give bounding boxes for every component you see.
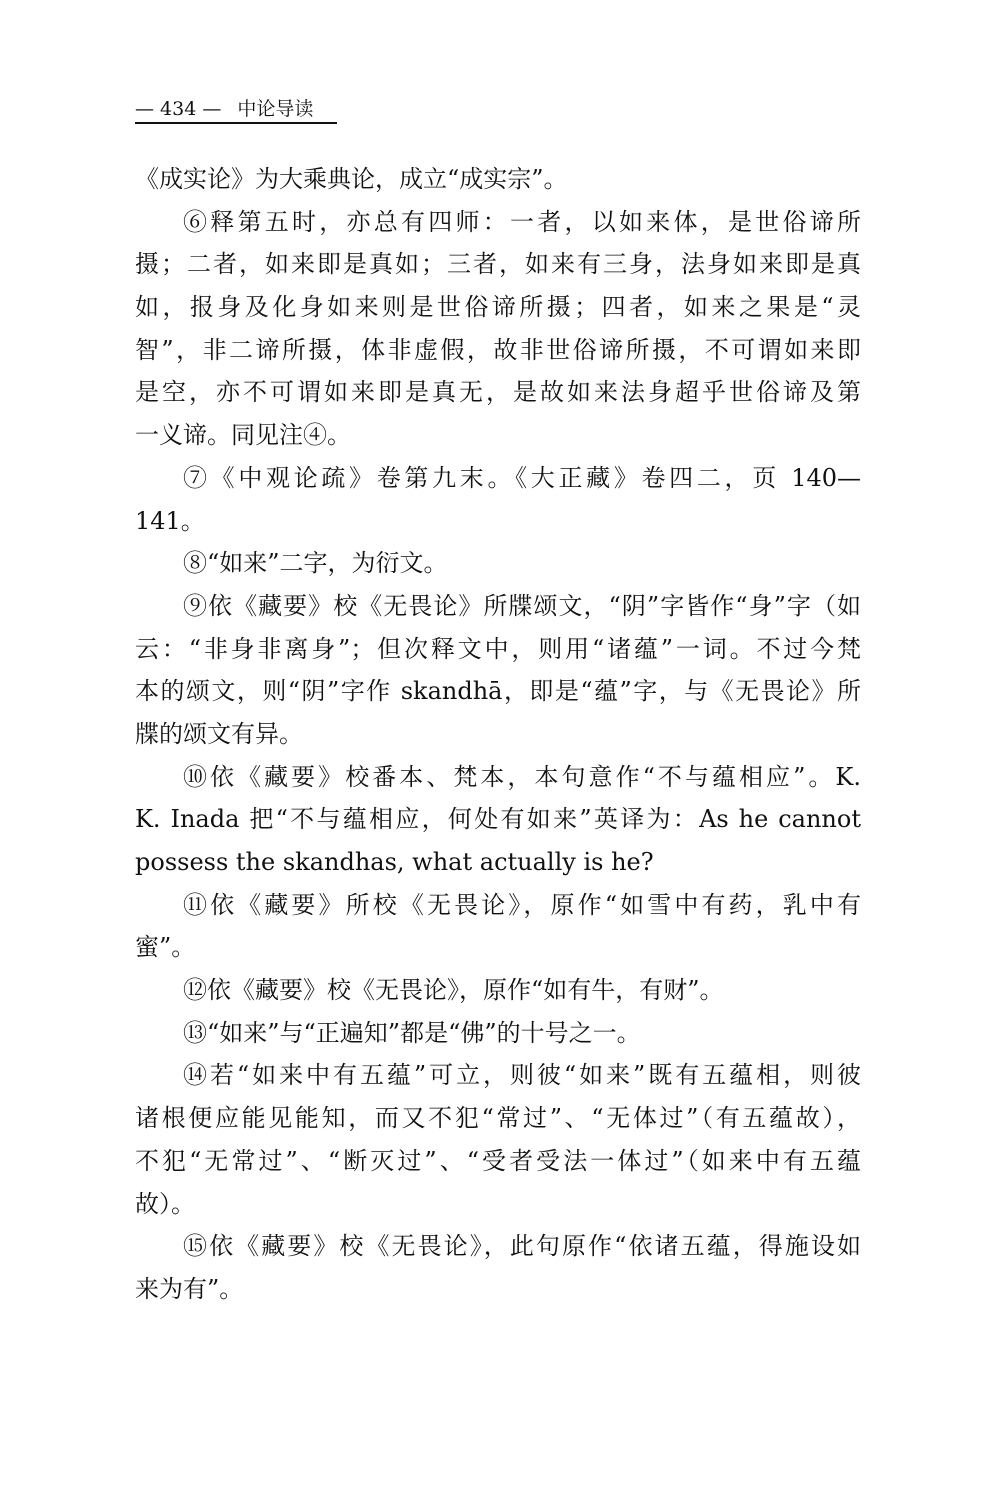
text-line: ⑮依《藏要》校《无畏论》，此句原作“依诸五蕴，得施设如 [183,1232,861,1261]
text-line: 本的颂文，则“阴”字作 skandhā，即是“蕴”字，与《无畏论》所 [135,677,861,706]
text-line: ⑬“如来”与“正遍知”都是“佛”的十号之一。 [183,1018,641,1047]
text-line: K. Inada 把“不与蕴相应，何处有如来”英译为：As he cannot [135,805,861,834]
footnote-paragraph [135,158,861,201]
footnote-paragraph [135,585,861,756]
text-line: ⑦《中观论疏》卷第九末。《大正藏》卷四二，页 140— [183,463,861,492]
footnote-paragraph [135,884,861,969]
page-body [135,158,861,1311]
footnote-paragraph [135,1012,861,1055]
footnote-paragraph [135,969,861,1012]
text-line: 智”，非二谛所摄，体非虚假，故非世俗谛所摄，不可谓如来即 [135,335,861,364]
text-line: 诸根便应能见能知，而又不犯“常过”、“无体过”（有五蕴故）， [135,1104,861,1133]
book-title: 中论导读 [237,98,314,120]
text-line: possess the skandhas, what actually is he? [135,848,654,876]
text-line: 《成实论》为大乘典论，成立“成实宗”。 [135,165,568,193]
text-line: 一义谛。同见注④。 [135,421,351,450]
text-line: 摄；二者，如来即是真如；三者，如来有三身，法身如来即是真 [135,250,861,279]
footnote-paragraph [135,1225,861,1310]
text-line: ⑧“如来”二字，为衍文。 [183,549,448,578]
footnote-paragraph [135,201,861,457]
text-line: 如，报身及化身如来则是世俗谛所摄；四者，如来之果是“灵 [135,293,861,322]
footnote-paragraph [135,756,861,884]
footnote-paragraph [135,457,861,542]
text-line: 来为有”。 [135,1274,244,1303]
text-line: 故）。 [135,1189,195,1218]
text-line: ⑭若“如来中有五蕴”可立，则彼“如来”既有五蕴相，则彼 [183,1061,861,1090]
text-line: 不犯“无常过”、“断灭过”、“受者受法一体过”（如来中有五蕴 [135,1146,861,1175]
text-line: 蜜”。 [135,933,196,962]
text-line: 是空，亦不可谓如来即是真无，是故如来法身超乎世俗谛及第 [135,378,861,407]
text-line: ⑨依《藏要》校《无畏论》所牒颂文，“阴”字皆作“身”字（如 [183,591,861,620]
text-line: ⑩依《藏要》校番本、梵本，本句意作“不与蕴相应”。K. [183,762,861,791]
text-line: ⑪依《藏要》所校《无畏论》，原作“如雪中有药，乳中有 [183,890,861,919]
footnote-paragraph [135,542,861,585]
text-line: 云：“非身非离身”；但次释文中，则用“诸蕴”一词。不过今梵 [135,634,861,663]
running-header [135,96,337,124]
footnote-paragraph [135,1054,861,1225]
text-line: 141。 [135,506,205,535]
text-line: ⑥释第五时，亦总有四师：一者，以如来体，是世俗谛所 [183,207,861,236]
text-line: ⑫依《藏要》校《无畏论》，原作“如有牛，有财”。 [183,976,724,1005]
text-line: 牒的颂文有异。 [135,719,303,748]
page-number: — 434 — [135,98,222,120]
